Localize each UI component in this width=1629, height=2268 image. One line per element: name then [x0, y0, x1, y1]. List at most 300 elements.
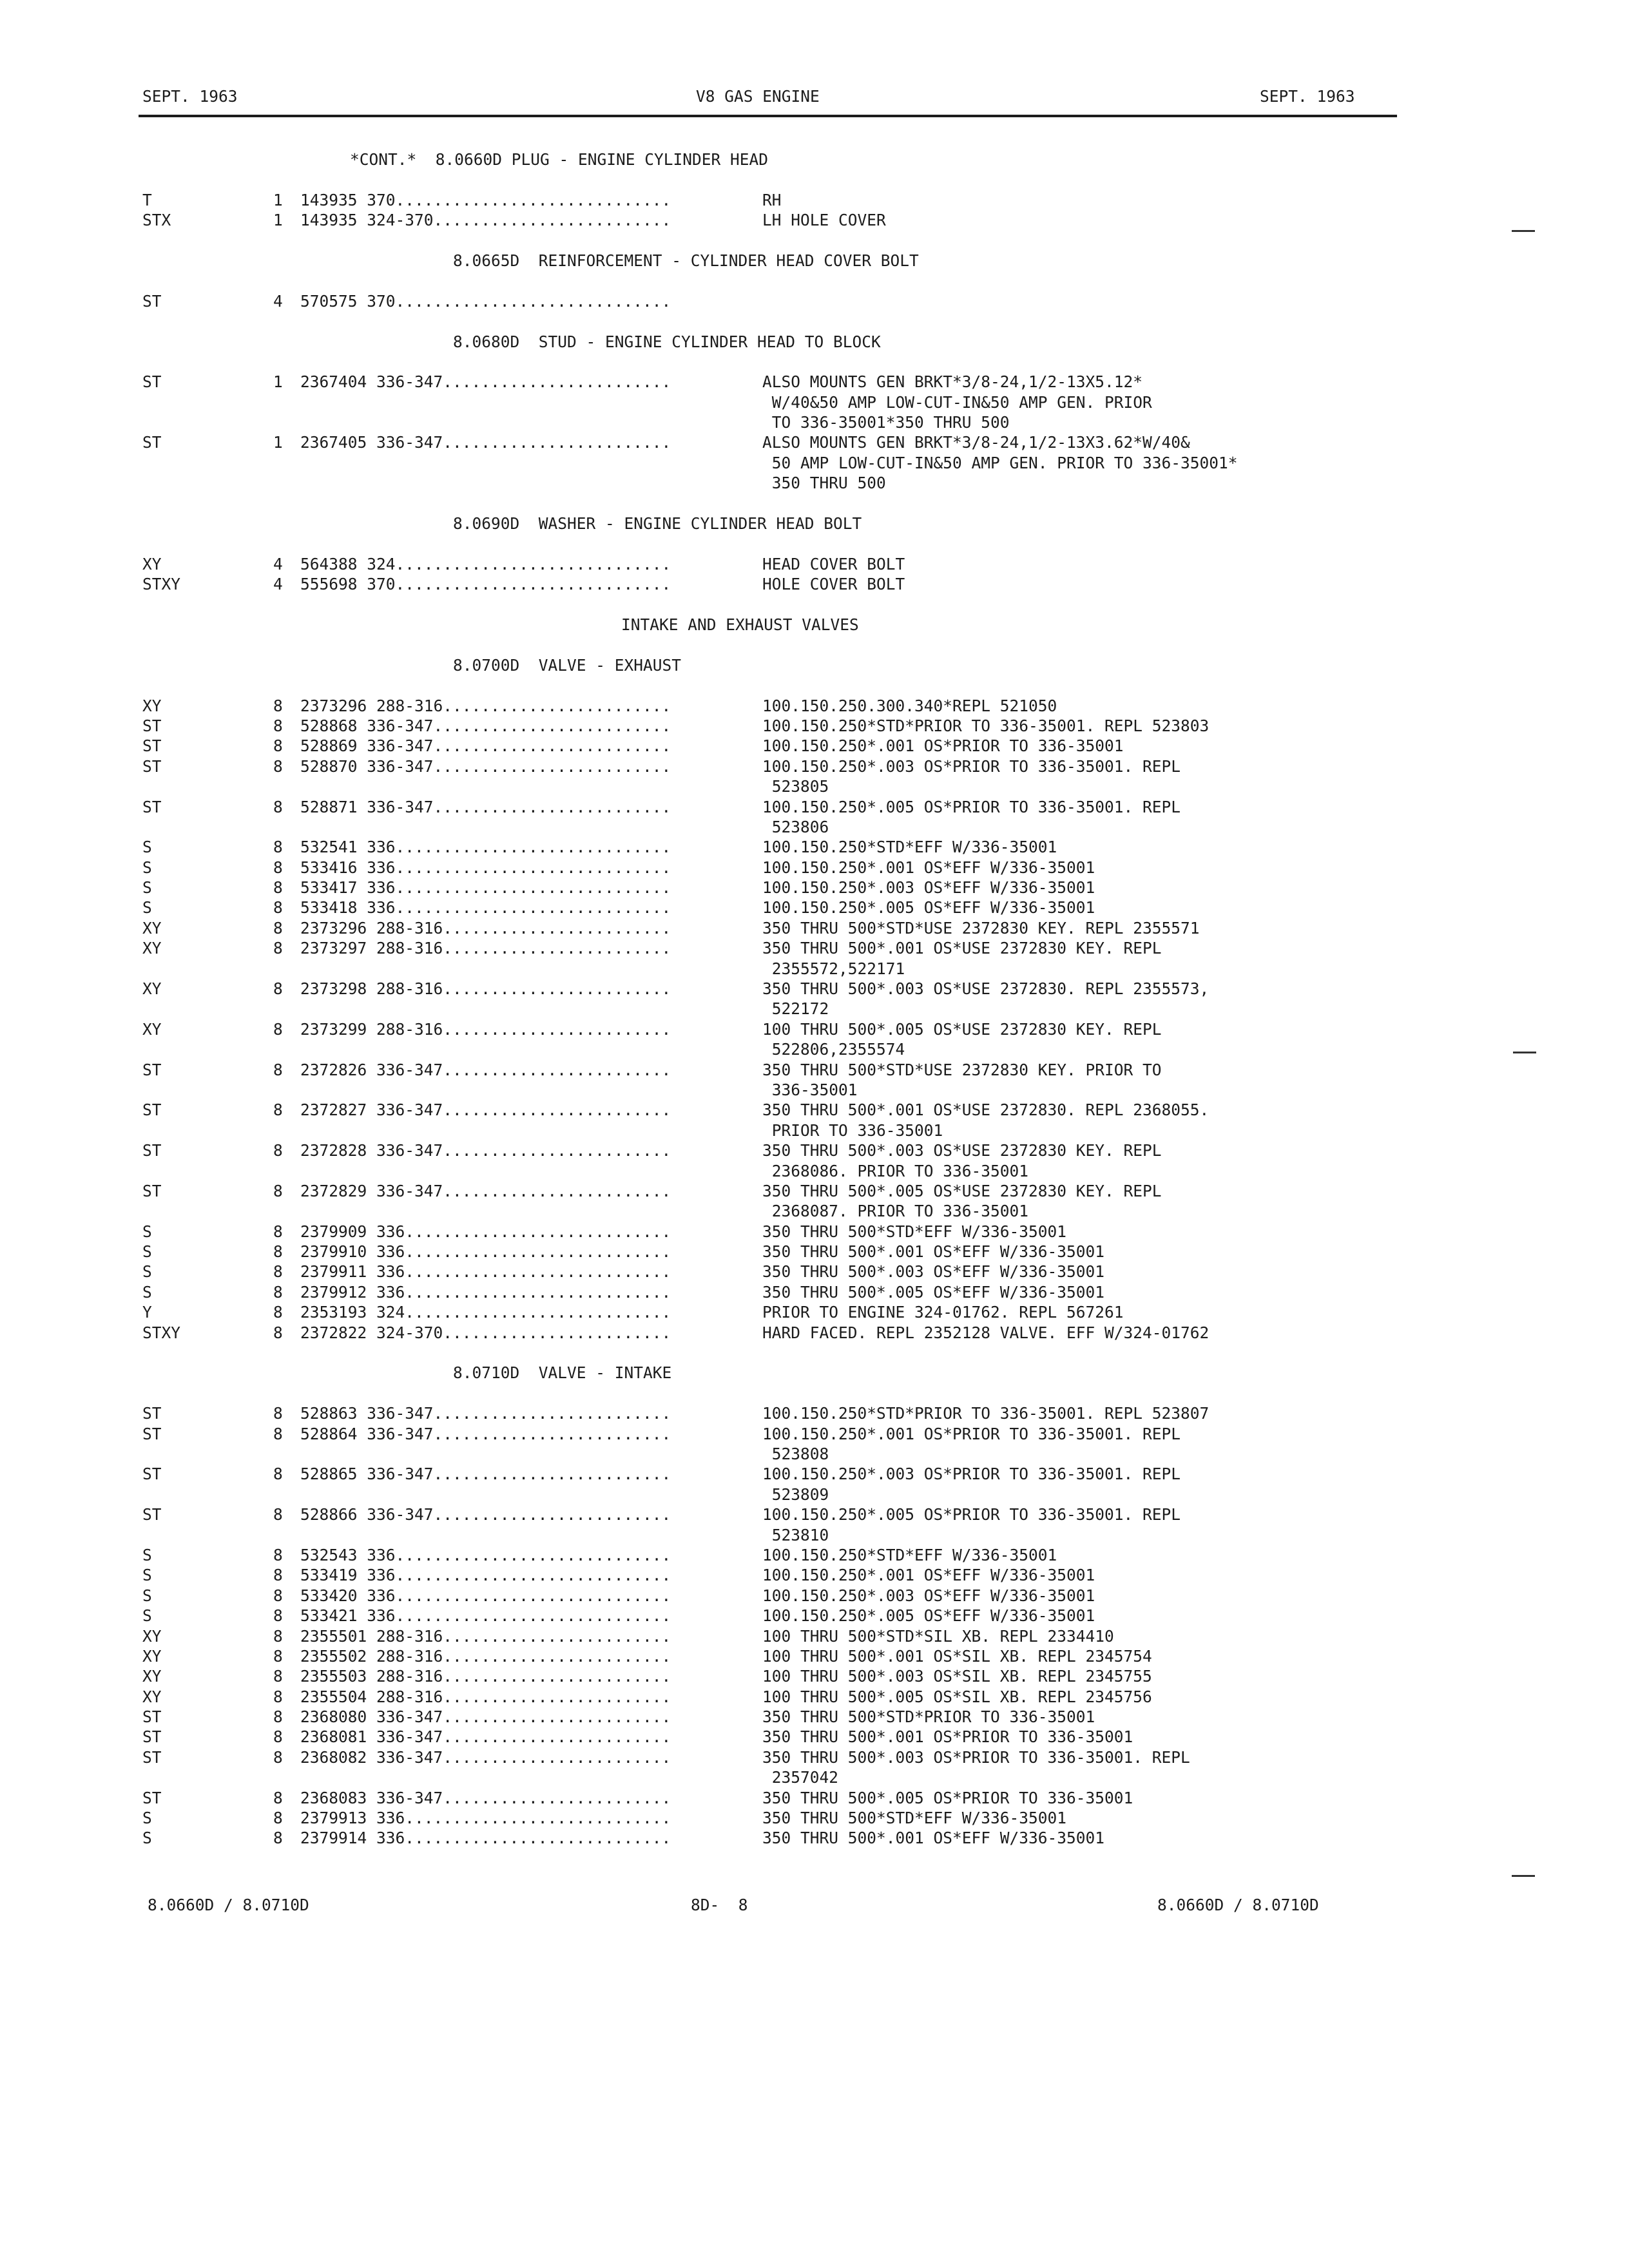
- description: ALSO MOUNTS GEN BRKT*3/8-24,1/2-13X3.62*W/40&: [762, 433, 1190, 452]
- product-code: S: [142, 1242, 152, 1262]
- product-code: XY: [142, 979, 162, 999]
- quantity: 8: [273, 1424, 283, 1443]
- dot-leader: .........................: [433, 756, 671, 776]
- description: 522172: [762, 999, 829, 1019]
- section-heading: 8.0665D REINFORCEMENT - CYLINDER HEAD COVER BOLT: [453, 251, 919, 270]
- product-code: STXY: [142, 575, 181, 594]
- description: LH HOLE COVER: [762, 211, 886, 230]
- quantity: 8: [273, 1727, 283, 1747]
- description: 350 THRU 500*.001 OS*PRIOR TO 336-35001: [762, 1727, 1133, 1747]
- dot-leader: ........................: [443, 1788, 671, 1807]
- description: 2355572,522171: [762, 959, 905, 978]
- dot-leader: .............................: [395, 1545, 671, 1564]
- description: 523805: [762, 777, 829, 796]
- product-code: ST: [142, 756, 162, 776]
- part-number: 528869 336-347.........................: [300, 736, 671, 756]
- text-line: [142, 655, 1431, 675]
- quantity: 8: [273, 838, 283, 857]
- dot-leader: ............................: [405, 1282, 671, 1302]
- dot-leader: .........................: [433, 797, 671, 816]
- quantity: 8: [273, 1282, 283, 1302]
- text-line: [142, 1849, 1431, 1869]
- description: 50 AMP LOW-CUT-IN&50 AMP GEN. PRIOR TO 336-35001*: [762, 453, 1238, 472]
- description-continuation: [142, 1080, 1431, 1100]
- margin-tick: [1513, 1052, 1536, 1053]
- dot-leader: .........................: [433, 1505, 671, 1524]
- quantity: 8: [273, 1505, 283, 1524]
- section-heading: INTAKE AND EXHAUST VALVES: [621, 615, 859, 634]
- description: 100.150.250*.005 OS*PRIOR TO 336-35001. REPL: [762, 797, 1181, 816]
- table-row: [142, 1019, 1431, 1039]
- quantity: 8: [273, 696, 283, 715]
- part-number: 528866 336-347.........................: [300, 1505, 671, 1524]
- part-number: 2379913 336............................: [300, 1809, 671, 1828]
- quantity: 1: [273, 211, 283, 230]
- description: 100.150.250.300.340*REPL 521050: [762, 696, 1057, 715]
- part-number: 533419 336.............................: [300, 1566, 671, 1585]
- part-number: 532543 336.............................: [300, 1545, 671, 1564]
- quantity: 8: [273, 1465, 283, 1484]
- header-date-left: SEPT. 1963: [142, 87, 238, 106]
- quantity: 8: [273, 797, 283, 816]
- text-line: [142, 352, 1431, 372]
- header-rule: [139, 115, 1397, 117]
- dot-leader: ........................: [443, 1626, 671, 1646]
- part-number: 2373296 288-316........................: [300, 696, 671, 715]
- part-number: 528870 336-347.........................: [300, 756, 671, 776]
- product-code: T: [142, 190, 152, 209]
- description: 350 THRU 500*STD*EFF W/336-35001: [762, 1222, 1067, 1241]
- product-code: ST: [142, 736, 162, 756]
- dot-leader: ........................: [443, 1323, 671, 1342]
- quantity: 8: [273, 1019, 283, 1039]
- description: 350 THRU 500*.003 OS*USE 2372830 KEY. REPL: [762, 1141, 1162, 1160]
- table-row: [142, 696, 1431, 716]
- table-row: [142, 736, 1431, 756]
- product-code: S: [142, 1222, 152, 1241]
- description: 350 THRU 500*.005 OS*EFF W/336-35001: [762, 1282, 1105, 1302]
- product-code: XY: [142, 1687, 162, 1706]
- description: 350 THRU 500*.001 OS*USE 2372830 KEY. REPL: [762, 939, 1162, 958]
- text-line: [142, 1363, 1431, 1383]
- quantity: 8: [273, 1829, 283, 1848]
- description: 100.150.250*STD*EFF W/336-35001: [762, 838, 1057, 857]
- dot-leader: .............................: [395, 838, 671, 857]
- part-number: 143935 370.............................: [300, 190, 671, 209]
- description: 350 THRU 500*.003 OS*PRIOR TO 336-35001. REPL: [762, 1747, 1190, 1767]
- quantity: 8: [273, 939, 283, 958]
- table-row: [142, 210, 1431, 230]
- part-number: 2373296 288-316........................: [300, 918, 671, 937]
- section-heading: 8.0710D VALVE - INTAKE: [453, 1363, 672, 1383]
- description: 100 THRU 500*.001 OS*SIL XB. REPL 2345754: [762, 1646, 1152, 1666]
- part-number: 2355503 288-316........................: [300, 1667, 671, 1686]
- part-number: 528863 336-347.........................: [300, 1404, 671, 1423]
- product-code: S: [142, 1809, 152, 1828]
- part-number: 2379909 336............................: [300, 1222, 671, 1241]
- quantity: 8: [273, 1626, 283, 1646]
- dot-leader: .........................: [433, 211, 671, 230]
- dot-leader: .............................: [395, 1566, 671, 1585]
- table-row: [142, 716, 1431, 736]
- part-number: 2372829 336-347........................: [300, 1181, 671, 1200]
- product-code: ST: [142, 1707, 162, 1727]
- description: 350 THRU 500*.001 OS*EFF W/336-35001: [762, 1242, 1105, 1262]
- table-row: [142, 797, 1431, 817]
- quantity: 1: [273, 190, 283, 209]
- dot-leader: ............................: [405, 1303, 671, 1322]
- product-code: S: [142, 1566, 152, 1585]
- dot-leader: ........................: [443, 1100, 671, 1120]
- product-code: XY: [142, 1646, 162, 1666]
- description: 523806: [762, 817, 829, 836]
- table-row: [142, 1181, 1431, 1201]
- dot-leader: .............................: [395, 1586, 671, 1605]
- section-heading: 8.0700D VALVE - EXHAUST: [453, 655, 682, 675]
- description: HARD FACED. REPL 2352128 VALVE. EFF W/324-01762: [762, 1323, 1210, 1342]
- part-number: 533417 336.............................: [300, 878, 671, 898]
- product-code: ST: [142, 1060, 162, 1079]
- dot-leader: .............................: [395, 858, 671, 877]
- table-row: [142, 1828, 1431, 1848]
- dot-leader: .............................: [395, 878, 671, 898]
- quantity: 8: [273, 1222, 283, 1241]
- table-row: [142, 1687, 1431, 1707]
- description-continuation: [142, 412, 1431, 432]
- table-row: [142, 432, 1431, 452]
- description: 350 THRU 500*STD*USE 2372830 KEY. REPL 2355571: [762, 918, 1200, 937]
- part-number: 2379910 336............................: [300, 1242, 671, 1262]
- quantity: 4: [273, 575, 283, 594]
- quantity: 8: [273, 736, 283, 756]
- dot-leader: ........................: [443, 1060, 671, 1079]
- table-row: [142, 1606, 1431, 1626]
- product-code: ST: [142, 291, 162, 311]
- quantity: 8: [273, 1809, 283, 1828]
- part-number: 2355504 288-316........................: [300, 1687, 671, 1706]
- text-line: [142, 251, 1431, 271]
- dot-leader: ............................: [405, 1829, 671, 1848]
- part-number: 533421 336.............................: [300, 1606, 671, 1626]
- quantity: 8: [273, 1667, 283, 1686]
- description: PRIOR TO 336-35001: [762, 1120, 943, 1140]
- dot-leader: .............................: [395, 291, 671, 311]
- description: 336-35001: [762, 1080, 858, 1099]
- product-code: ST: [142, 372, 162, 392]
- footer-range-left: 8.0660D / 8.0710D: [148, 1896, 309, 1914]
- header-date-right: SEPT. 1963: [1260, 87, 1355, 106]
- quantity: 8: [273, 756, 283, 776]
- description-continuation: [142, 473, 1431, 493]
- description: 350 THRU 500*STD*EFF W/336-35001: [762, 1809, 1067, 1828]
- description: 100.150.250*.003 OS*EFF W/336-35001: [762, 1586, 1095, 1605]
- part-number: 2353193 324............................: [300, 1303, 671, 1322]
- table-row: [142, 1424, 1431, 1444]
- dot-leader: ........................: [443, 1687, 671, 1706]
- table-row: [142, 1060, 1431, 1080]
- table-row: [142, 1747, 1431, 1767]
- text-line: [142, 595, 1431, 615]
- part-number: 2372828 336-347........................: [300, 1141, 671, 1160]
- product-code: S: [142, 898, 152, 918]
- quantity: 4: [273, 554, 283, 573]
- quantity: 8: [273, 1404, 283, 1423]
- part-number: 564388 324.............................: [300, 554, 671, 573]
- footer-page-number: 8D- 8: [691, 1896, 748, 1914]
- description-continuation: [142, 1767, 1431, 1787]
- table-row: [142, 1666, 1431, 1686]
- table-row: [142, 898, 1431, 918]
- section-heading: 8.0690D WASHER - ENGINE CYLINDER HEAD BOLT: [453, 514, 862, 533]
- part-number: 528865 336-347.........................: [300, 1465, 671, 1484]
- page-header: [142, 86, 1394, 113]
- table-row: [142, 756, 1431, 776]
- table-row: [142, 1565, 1431, 1585]
- description: 100.150.250*.005 OS*PRIOR TO 336-35001. REPL: [762, 1505, 1181, 1524]
- description: HEAD COVER BOLT: [762, 554, 905, 573]
- description-continuation: [142, 817, 1431, 837]
- description: 350 THRU 500*.001 OS*EFF W/336-35001: [762, 1829, 1105, 1848]
- part-number: 2372826 336-347........................: [300, 1060, 671, 1079]
- text-line: [142, 533, 1431, 553]
- table-row: [142, 1403, 1431, 1423]
- product-code: STX: [142, 211, 171, 230]
- part-number: 532541 336.............................: [300, 838, 671, 857]
- description: 100.150.250*STD*EFF W/336-35001: [762, 1545, 1057, 1564]
- quantity: 4: [273, 291, 283, 311]
- description: 100.150.250*.001 OS*PRIOR TO 336-35001. REPL: [762, 1424, 1181, 1443]
- part-number: 2368080 336-347........................: [300, 1707, 671, 1727]
- product-code: S: [142, 1606, 152, 1626]
- table-row: [142, 1788, 1431, 1808]
- description: 523809: [762, 1485, 829, 1504]
- table-row: [142, 1504, 1431, 1524]
- part-number: 2373299 288-316........................: [300, 1019, 671, 1039]
- product-code: XY: [142, 696, 162, 715]
- quantity: 1: [273, 433, 283, 452]
- product-code: ST: [142, 1747, 162, 1767]
- product-code: ST: [142, 1465, 162, 1484]
- description-continuation: [142, 1201, 1431, 1221]
- page-footer: [148, 1895, 1385, 1918]
- description: 2368086. PRIOR TO 336-35001: [762, 1161, 1029, 1180]
- product-code: ST: [142, 797, 162, 816]
- description: ALSO MOUNTS GEN BRKT*3/8-24,1/2-13X5.12*: [762, 372, 1143, 392]
- quantity: 8: [273, 1545, 283, 1564]
- table-row: [142, 1586, 1431, 1606]
- product-code: ST: [142, 1100, 162, 1120]
- dot-leader: ........................: [443, 939, 671, 958]
- text-line: [142, 615, 1431, 635]
- dot-leader: ........................: [443, 1747, 671, 1767]
- product-code: Y: [142, 1303, 152, 1322]
- description: 100.150.250*.001 OS*EFF W/336-35001: [762, 1566, 1095, 1585]
- table-row: [142, 858, 1431, 878]
- description: 100 THRU 500*.005 OS*SIL XB. REPL 2345756: [762, 1687, 1152, 1706]
- quantity: 8: [273, 1262, 283, 1282]
- quantity: 8: [273, 1586, 283, 1605]
- description: PRIOR TO ENGINE 324-01762. REPL 567261: [762, 1303, 1124, 1322]
- dot-leader: ........................: [443, 1727, 671, 1747]
- description: 350 THRU 500*STD*PRIOR TO 336-35001: [762, 1707, 1095, 1727]
- product-code: ST: [142, 1141, 162, 1160]
- description-continuation: [142, 1444, 1431, 1464]
- quantity: 8: [273, 1606, 283, 1626]
- dot-leader: ........................: [443, 1141, 671, 1160]
- quantity: 8: [273, 1788, 283, 1807]
- dot-leader: .............................: [395, 898, 671, 918]
- dot-leader: .........................: [433, 1404, 671, 1423]
- quantity: 8: [273, 1687, 283, 1706]
- text-line: [142, 494, 1431, 514]
- part-number: 2373298 288-316........................: [300, 979, 671, 999]
- product-code: S: [142, 878, 152, 898]
- table-row: [142, 1242, 1431, 1262]
- description-continuation: [142, 776, 1431, 796]
- part-number: 2379911 336............................: [300, 1262, 671, 1282]
- quantity: 8: [273, 1747, 283, 1767]
- part-number: 2372822 324-370........................: [300, 1323, 671, 1342]
- quantity: 8: [273, 898, 283, 918]
- part-number: 143935 324-370.........................: [300, 211, 671, 230]
- table-row: [142, 554, 1431, 574]
- part-number: 528868 336-347.........................: [300, 716, 671, 735]
- description: 523810: [762, 1525, 829, 1544]
- dot-leader: .............................: [395, 554, 671, 573]
- text-line: [142, 231, 1431, 251]
- product-code: ST: [142, 1727, 162, 1747]
- table-row: [142, 372, 1431, 392]
- text-line: [142, 169, 1431, 189]
- product-code: S: [142, 1262, 152, 1282]
- part-number: 570575 370.............................: [300, 291, 671, 311]
- section-heading: 8.0680D STUD - ENGINE CYLINDER HEAD TO BLOCK: [453, 332, 881, 351]
- part-number: 2373297 288-316........................: [300, 939, 671, 958]
- description-continuation: [142, 1120, 1431, 1140]
- description-continuation: [142, 1161, 1431, 1181]
- part-number: 2355501 288-316........................: [300, 1626, 671, 1646]
- description: 350 THRU 500: [762, 474, 886, 493]
- description: 100 THRU 500*.005 OS*USE 2372830 KEY. REPL: [762, 1019, 1162, 1039]
- product-code: ST: [142, 1424, 162, 1443]
- description: RH: [762, 190, 782, 209]
- text-line: [142, 675, 1431, 695]
- description: 100.150.250*.001 OS*PRIOR TO 336-35001: [762, 736, 1124, 756]
- product-code: ST: [142, 433, 162, 452]
- description: 100.150.250*.003 OS*EFF W/336-35001: [762, 878, 1095, 898]
- text-line: [142, 271, 1431, 291]
- description: 100 THRU 500*STD*SIL XB. REPL 2334410: [762, 1626, 1114, 1646]
- quantity: 8: [273, 1323, 283, 1342]
- dot-leader: .........................: [433, 1424, 671, 1443]
- product-code: XY: [142, 1667, 162, 1686]
- quantity: 8: [273, 858, 283, 877]
- description-continuation: [142, 999, 1431, 1019]
- dot-leader: ........................: [443, 979, 671, 999]
- dot-leader: .............................: [395, 1606, 671, 1626]
- table-row: [142, 1282, 1431, 1302]
- product-code: XY: [142, 1626, 162, 1646]
- quantity: 8: [273, 1303, 283, 1322]
- part-number: 533420 336.............................: [300, 1586, 671, 1605]
- product-code: XY: [142, 1019, 162, 1039]
- description-continuation: [142, 1525, 1431, 1545]
- dot-leader: ........................: [443, 433, 671, 452]
- description: 523808: [762, 1445, 829, 1463]
- table-row: [142, 1140, 1431, 1160]
- quantity: 8: [273, 1242, 283, 1262]
- description: 2368087. PRIOR TO 336-35001: [762, 1202, 1029, 1221]
- table-row: [142, 1646, 1431, 1666]
- text-line: [142, 311, 1431, 331]
- table-row: [142, 190, 1431, 210]
- product-code: S: [142, 1586, 152, 1605]
- part-number: 528871 336-347.........................: [300, 797, 671, 816]
- dot-leader: ........................: [443, 1181, 671, 1200]
- table-row: [142, 1100, 1431, 1120]
- dot-leader: ........................: [443, 372, 671, 392]
- section-heading: *CONT.* 8.0660D PLUG - ENGINE CYLINDER HEAD: [350, 150, 769, 169]
- product-code: S: [142, 858, 152, 877]
- margin-tick: [1512, 230, 1535, 232]
- description-continuation: [142, 453, 1431, 473]
- text-line: [142, 1343, 1431, 1363]
- part-number: 533418 336.............................: [300, 898, 671, 918]
- quantity: 8: [273, 979, 283, 999]
- table-row: [142, 1222, 1431, 1242]
- dot-leader: .........................: [433, 716, 671, 735]
- description: 350 THRU 500*.003 OS*USE 2372830. REPL 2355573,: [762, 979, 1210, 999]
- product-code: S: [142, 1282, 152, 1302]
- table-row: [142, 574, 1431, 594]
- description: 2357042: [762, 1768, 839, 1787]
- dot-leader: ........................: [443, 1667, 671, 1686]
- description-continuation: [142, 1485, 1431, 1504]
- part-number: 555698 370.............................: [300, 575, 671, 594]
- table-row: [142, 291, 1431, 311]
- part-number: 2367405 336-347........................: [300, 433, 671, 452]
- description: 350 THRU 500*.003 OS*EFF W/336-35001: [762, 1262, 1105, 1282]
- table-row: [142, 979, 1431, 999]
- description: TO 336-35001*350 THRU 500: [762, 413, 1010, 432]
- dot-leader: ........................: [443, 1646, 671, 1666]
- product-code: S: [142, 1829, 152, 1848]
- product-code: S: [142, 1545, 152, 1564]
- part-number: 533416 336.............................: [300, 858, 671, 877]
- description: 100.150.250*.005 OS*EFF W/336-35001: [762, 1606, 1095, 1626]
- parts-list: [142, 149, 1431, 1869]
- dot-leader: ........................: [443, 1707, 671, 1727]
- dot-leader: ........................: [443, 696, 671, 715]
- text-line: [142, 1383, 1431, 1403]
- table-row: [142, 1545, 1431, 1565]
- description-continuation: [142, 392, 1431, 412]
- description: 350 THRU 500*.005 OS*PRIOR TO 336-35001: [762, 1788, 1133, 1807]
- quantity: 8: [273, 1646, 283, 1666]
- description: 522806,2355574: [762, 1040, 905, 1059]
- table-row: [142, 1302, 1431, 1322]
- product-code: ST: [142, 1505, 162, 1524]
- product-code: ST: [142, 1181, 162, 1200]
- text-line: [142, 332, 1431, 352]
- quantity: 8: [273, 1181, 283, 1200]
- table-row: [142, 878, 1431, 898]
- table-row: [142, 1727, 1431, 1747]
- part-number: 2368083 336-347........................: [300, 1788, 671, 1807]
- part-number: 2379914 336............................: [300, 1829, 671, 1848]
- part-number: 2379912 336............................: [300, 1282, 671, 1302]
- part-number: 2368082 336-347........................: [300, 1747, 671, 1767]
